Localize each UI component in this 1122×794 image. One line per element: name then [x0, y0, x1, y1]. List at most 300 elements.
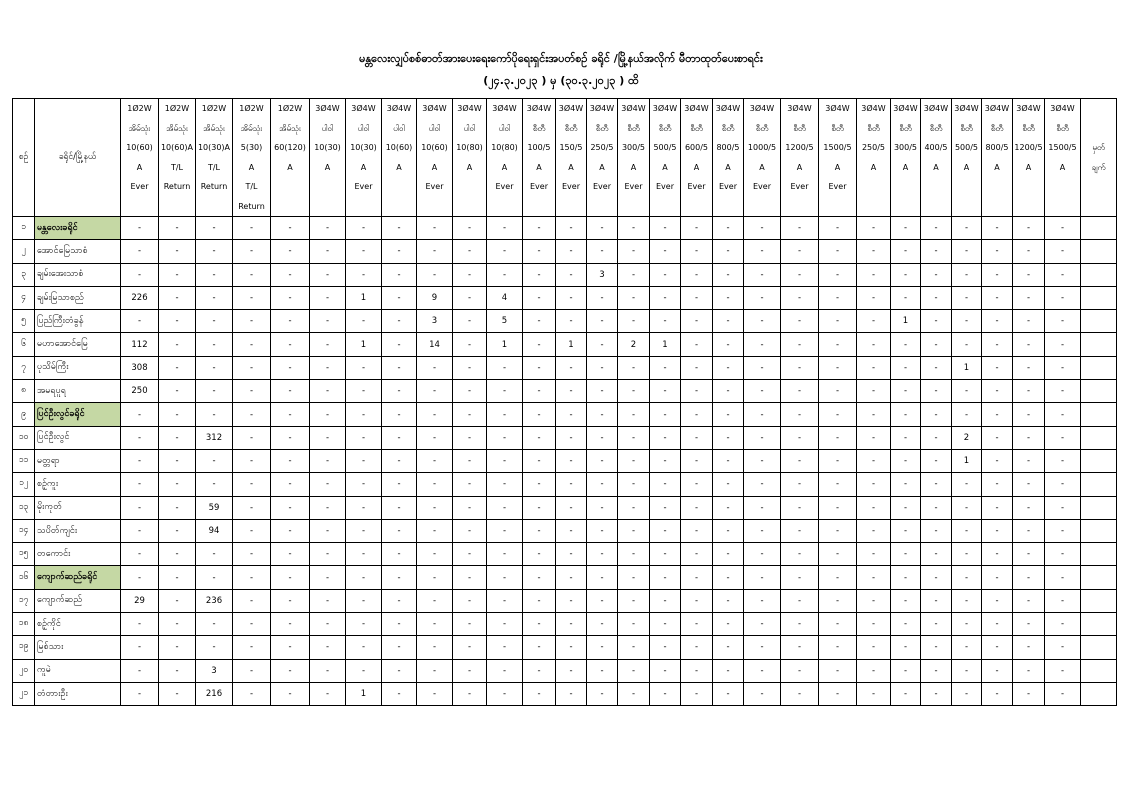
meter-count-cell: - — [650, 519, 681, 542]
meter-count-cell: - — [952, 217, 982, 240]
meter-count-cell: - — [1013, 333, 1045, 356]
meter-count-cell: - — [159, 496, 196, 519]
meter-count-cell: - — [744, 543, 781, 566]
meter-count-cell: - — [1013, 380, 1045, 403]
meter-count-cell: - — [121, 659, 159, 682]
header-line: 10(30) — [314, 143, 341, 152]
header-line: ပါဝါ — [357, 123, 370, 133]
row-number: ၇ — [13, 356, 35, 379]
header-line — [159, 197, 195, 217]
meter-count-cell: - — [417, 496, 453, 519]
meter-count-cell: - — [713, 380, 744, 403]
township-row — [13, 333, 1122, 356]
township-row — [13, 263, 1122, 286]
header-line — [382, 197, 416, 217]
meter-count-cell: - — [819, 263, 857, 286]
header-line — [982, 197, 1012, 217]
meter-count-cell: - — [159, 380, 196, 403]
header-line: စီတီ — [658, 123, 672, 133]
meter-count-cell: - — [587, 426, 618, 449]
meter-count-cell: - — [921, 426, 952, 449]
township-name: ကူမဲ — [35, 659, 121, 682]
header-line: 3Ø4W — [825, 104, 850, 113]
meter-count-cell: - — [681, 403, 713, 426]
meter-count-cell: - — [618, 310, 650, 333]
meter-count-cell: - — [857, 659, 891, 682]
meter-count-cell: - — [196, 636, 233, 659]
row-number: ၁၄ — [13, 519, 35, 542]
meter-count-cell: - — [982, 566, 1013, 589]
meter-count-cell: - — [310, 449, 346, 472]
header-line: A — [466, 162, 473, 172]
meter-count-cell: - — [1013, 473, 1045, 496]
meter-count-cell: - — [310, 682, 346, 705]
meter-count-cell: - — [650, 310, 681, 333]
meter-count-cell: - — [650, 566, 681, 589]
meter-count-cell: - — [556, 263, 587, 286]
header-line: Ever — [624, 182, 643, 191]
meter-count-cell: - — [952, 636, 982, 659]
meter-count-cell: - — [587, 636, 618, 659]
meter-count-cell: - — [713, 449, 744, 472]
meter-count-cell: - — [196, 566, 233, 589]
header-line: စီတီ — [1056, 123, 1069, 133]
meter-count-cell: - — [233, 263, 271, 286]
meter-count-cell: - — [650, 613, 681, 636]
header-line — [1045, 197, 1080, 217]
meter-count-cell: - — [121, 682, 159, 705]
header-line: စီတီ — [929, 123, 943, 133]
meter-count-cell: - — [713, 613, 744, 636]
meter-count-cell: - — [921, 473, 952, 496]
meter-count-cell: - — [1045, 217, 1081, 240]
meter-count-cell: - — [310, 286, 346, 309]
meter-count-cell: - — [713, 286, 744, 309]
meter-count-cell: - — [857, 310, 891, 333]
header-line: စီတီ — [690, 123, 703, 133]
meter-count-cell: - — [681, 240, 713, 263]
meter-count-cell: - — [1013, 286, 1045, 309]
meter-count-cell: - — [587, 449, 618, 472]
meter-count-cell: - — [650, 473, 681, 496]
meter-count-cell: - — [310, 496, 346, 519]
header-line: 10(80) — [456, 143, 483, 152]
meter-count-cell: - — [417, 263, 453, 286]
meter-count-cell: - — [1045, 310, 1081, 333]
meter-count-cell: - — [650, 682, 681, 705]
district-row — [13, 217, 1122, 240]
header-line: A — [933, 162, 939, 172]
meter-count-cell: - — [556, 426, 587, 449]
header-no: စဉ် — [13, 99, 35, 217]
meter-count-cell: - — [310, 566, 346, 589]
meter-count-cell: - — [523, 217, 556, 240]
meter-count-cell: - — [781, 496, 819, 519]
meter-count-cell: - — [891, 496, 921, 519]
meter-count-cell: - — [523, 589, 556, 612]
meter-count-cell: - — [891, 217, 921, 240]
meter-count-cell: - — [1013, 566, 1045, 589]
header-line: 3Ø4W — [749, 104, 775, 113]
meter-count-cell: - — [523, 473, 556, 496]
meter-count-cell: - — [556, 310, 587, 333]
header-line — [1045, 177, 1080, 197]
header-line: 3Ø4W — [526, 104, 552, 113]
meter-count-cell: - — [159, 449, 196, 472]
meter-count-cell: - — [556, 589, 587, 612]
meter-count-cell: - — [233, 496, 271, 519]
meter-count-cell: - — [556, 613, 587, 636]
header-line: Ever — [425, 182, 444, 191]
meter-count-cell: - — [713, 473, 744, 496]
meter-count-cell: - — [233, 286, 271, 309]
header-line — [982, 177, 1012, 197]
meter-count-cell: - — [523, 566, 556, 589]
meter-count-cell: - — [121, 543, 159, 566]
meter-count-cell: - — [982, 659, 1013, 682]
header-line: အိမ်သုံး — [166, 123, 188, 133]
row-number: ၁၉ — [13, 636, 35, 659]
meter-count-cell: - — [382, 217, 417, 240]
meter-count-cell: - — [310, 519, 346, 542]
meter-count-cell: - — [681, 356, 713, 379]
meter-count-cell: - — [1045, 519, 1081, 542]
header-line — [891, 177, 920, 197]
meter-count-cell: - — [921, 240, 952, 263]
header-line: 500/5 — [954, 143, 979, 152]
meter-count-cell: - — [857, 449, 891, 472]
meter-count-cell: - — [1013, 217, 1045, 240]
meter-count-cell: - — [382, 240, 417, 263]
township-name: ချမ်းအေးသာစံ — [35, 263, 121, 286]
meter-count-cell: - — [271, 263, 310, 286]
header-line: စီတီ — [960, 123, 973, 133]
meter-count-cell: - — [523, 263, 556, 286]
header-line: 3Ø4W — [492, 104, 517, 113]
header-line: A — [287, 162, 293, 172]
meter-count-cell: - — [233, 240, 271, 263]
meter-count-cell: - — [310, 240, 346, 263]
header-line: Ever — [790, 182, 809, 191]
meter-count-cell: - — [196, 543, 233, 566]
meter-count-cell: - — [618, 356, 650, 379]
meter-count-cell: - — [271, 286, 310, 309]
meter-count-cell: 1 — [346, 333, 382, 356]
meter-count-cell: - — [650, 449, 681, 472]
remark-cell — [1081, 566, 1117, 589]
meter-count-cell: - — [196, 356, 233, 379]
meter-count-cell: 1 — [487, 333, 523, 356]
row-number: ၁၆ — [13, 566, 35, 589]
meter-count-cell: - — [781, 613, 819, 636]
meter-count-cell: - — [921, 543, 952, 566]
meter-count-cell: - — [523, 403, 556, 426]
meter-count-cell: - — [952, 333, 982, 356]
meter-count-cell: - — [681, 589, 713, 612]
meter-count-cell: - — [819, 426, 857, 449]
header-line — [487, 197, 522, 217]
meter-count-cell: - — [271, 496, 310, 519]
header-meter-type — [121, 99, 159, 217]
meter-count-cell: - — [1045, 566, 1081, 589]
header-line — [271, 197, 309, 217]
meter-count-cell: - — [233, 473, 271, 496]
meter-count-cell: - — [713, 589, 744, 612]
meter-count-cell: - — [453, 426, 487, 449]
meter-count-cell: - — [781, 310, 819, 333]
meter-count-cell: - — [382, 426, 417, 449]
meter-count-cell: - — [233, 449, 271, 472]
header-line: 3Ø4W — [558, 104, 584, 113]
meter-count-cell: - — [857, 380, 891, 403]
meter-count-cell: - — [556, 636, 587, 659]
meter-count-cell: - — [819, 403, 857, 426]
header-line: A — [796, 162, 803, 172]
meter-count-cell: - — [587, 356, 618, 379]
header-meter-type — [196, 99, 233, 217]
header-line: Return — [238, 201, 265, 211]
meter-count-cell: - — [618, 519, 650, 542]
meter-count-cell: - — [346, 240, 382, 263]
header-line: ပါဝါ — [393, 123, 405, 133]
meter-count-cell: - — [952, 240, 982, 263]
meter-count-cell: - — [382, 589, 417, 612]
meter-count-cell: - — [744, 566, 781, 589]
meter-count-cell: - — [271, 356, 310, 379]
document-title: မန္တလေးလျှပ်စစ်ဓာတ်အားပေးရေးကော်ပိုရေးရှင်းအပတ်စဉ် ခရိုင် /မြို့နယ်အလိုက် မီတာထုတ်ပေးစာရင်း — [359, 52, 763, 65]
meter-count-cell: - — [487, 449, 523, 472]
meter-count-cell: - — [781, 263, 819, 286]
header-line: A — [536, 162, 542, 172]
remark-cell — [1081, 496, 1117, 519]
meter-count-cell: - — [417, 613, 453, 636]
meter-count-cell: 14 — [417, 333, 453, 356]
meter-count-cell: - — [487, 263, 523, 286]
header-line: 800/5 — [985, 143, 1009, 152]
meter-count-cell: - — [618, 589, 650, 612]
meter-count-cell: - — [271, 543, 310, 566]
row-number: ၁၃ — [13, 496, 35, 519]
township-row — [13, 310, 1122, 333]
row-number: ၁၇ — [13, 589, 35, 612]
header-line: 5(30) — [240, 143, 263, 152]
meter-count-cell: - — [618, 426, 650, 449]
header-line: A — [902, 162, 909, 172]
meter-count-cell: - — [159, 356, 196, 379]
remark-cell — [1081, 613, 1117, 636]
header-row — [13, 99, 1122, 217]
meter-count-cell: - — [857, 217, 891, 240]
meter-count-cell: - — [121, 426, 159, 449]
meter-count-cell: - — [121, 240, 159, 263]
meter-count-cell: - — [487, 426, 523, 449]
header-line: 3Ø4W — [787, 104, 812, 113]
meter-count-cell: - — [346, 519, 382, 542]
meter-count-cell: - — [453, 519, 487, 542]
meter-count-cell: - — [744, 613, 781, 636]
meter-count-cell: - — [346, 263, 382, 286]
header-line: Ever — [130, 182, 149, 191]
header-meter-type — [523, 99, 556, 217]
meter-count-cell: - — [650, 217, 681, 240]
meter-count-cell: - — [346, 589, 382, 612]
remark-cell — [1081, 589, 1117, 612]
meter-count-cell: - — [587, 403, 618, 426]
header-line: 3Ø4W — [315, 104, 340, 113]
meter-count-cell: - — [487, 543, 523, 566]
meter-count-cell: - — [744, 333, 781, 356]
meter-count-cell: - — [310, 403, 346, 426]
row-number: ၈ — [13, 380, 35, 403]
header-line — [453, 177, 486, 197]
meter-count-cell: - — [891, 519, 921, 542]
meter-count-cell: - — [121, 496, 159, 519]
meter-count-cell: - — [857, 543, 891, 566]
header-line: 3Ø4W — [457, 104, 482, 113]
meter-count-cell: - — [1045, 356, 1081, 379]
row-number: ၁၅ — [13, 543, 35, 566]
meter-count-cell: - — [921, 333, 952, 356]
meter-count-cell: - — [556, 543, 587, 566]
township-name: မတ္တရာ — [35, 449, 121, 472]
meter-count-cell: - — [1013, 636, 1045, 659]
meter-count-cell: - — [271, 682, 310, 705]
header-meter-type — [271, 99, 310, 217]
header-line — [819, 197, 856, 217]
meter-count-cell: - — [681, 613, 713, 636]
meter-count-cell: - — [781, 566, 819, 589]
meter-count-cell: - — [453, 473, 487, 496]
meter-count-cell: - — [453, 543, 487, 566]
meter-count-cell: - — [952, 403, 982, 426]
meter-count-cell: - — [921, 659, 952, 682]
header-line: 60(120) — [274, 143, 306, 152]
township-row — [13, 473, 1122, 496]
meter-count-cell: - — [781, 426, 819, 449]
meter-count-cell: - — [819, 682, 857, 705]
remark-cell — [1081, 543, 1117, 566]
meter-count-cell: - — [681, 263, 713, 286]
meter-count-cell: - — [650, 636, 681, 659]
meter-count-cell: - — [982, 682, 1013, 705]
document-date-range: (၂၄.၃.၂၀၂၃ ) မှ (၃၀.၃.၂၀၂၃ ) ထိ — [483, 74, 639, 87]
meter-count-cell: - — [1013, 356, 1045, 379]
township-name: မဟာအောင်မြေ — [35, 333, 121, 356]
header-line: A — [1059, 162, 1066, 172]
meter-count-cell: - — [310, 543, 346, 566]
meter-count-cell: - — [681, 449, 713, 472]
header-meter-type — [382, 99, 417, 217]
header-line — [382, 177, 416, 197]
meter-count-cell: - — [523, 519, 556, 542]
meter-count-cell: 2 — [618, 333, 650, 356]
meter-count-cell: - — [233, 566, 271, 589]
meter-count-cell: - — [618, 496, 650, 519]
meter-count-cell: - — [744, 403, 781, 426]
meter-count-cell: - — [921, 286, 952, 309]
meter-count-cell: - — [891, 589, 921, 612]
meter-count-cell: - — [346, 496, 382, 519]
meter-count-cell: - — [781, 473, 819, 496]
header-line — [271, 177, 309, 197]
meter-count-cell: - — [819, 613, 857, 636]
meter-count-cell: - — [159, 263, 196, 286]
row-number: ၁၀ — [13, 426, 35, 449]
header-line — [121, 197, 158, 217]
meter-count-cell: - — [1045, 403, 1081, 426]
meter-count-cell: - — [233, 310, 271, 333]
meter-count-cell: - — [1013, 240, 1045, 263]
meter-count-cell: - — [952, 519, 982, 542]
meter-count-cell: 312 — [196, 426, 233, 449]
header-line: 3Ø4W — [1050, 104, 1075, 113]
meter-count-cell: - — [952, 263, 982, 286]
header-line: အိမ်သုံး — [203, 123, 225, 133]
meter-count-cell: - — [346, 356, 382, 379]
meter-count-cell: - — [921, 682, 952, 705]
township-name: သပိတ်ကျင်း — [35, 519, 121, 542]
meter-count-cell: - — [781, 636, 819, 659]
meter-count-cell: - — [713, 496, 744, 519]
meter-count-cell: - — [382, 286, 417, 309]
township-row — [13, 519, 1122, 542]
meter-count-cell: - — [453, 636, 487, 659]
header-line: စီတီ — [793, 123, 806, 133]
header-line: 600/5 — [684, 143, 709, 152]
remark-cell — [1081, 473, 1117, 496]
meter-count-cell: - — [952, 659, 982, 682]
meter-count-cell: - — [159, 566, 196, 589]
header-meter-type — [713, 99, 744, 217]
header-line: Ever — [753, 182, 771, 191]
township-name: ပြည်ကြီးတံခွန် — [35, 310, 121, 333]
meter-count-cell: - — [1013, 682, 1045, 705]
header-line — [713, 197, 743, 217]
meter-count-cell: - — [587, 659, 618, 682]
meter-count-cell: - — [1045, 682, 1081, 705]
header-line: A — [501, 162, 508, 172]
header-line: A — [599, 162, 605, 172]
meter-count-cell: 1 — [952, 356, 982, 379]
meter-count-cell: - — [453, 380, 487, 403]
meter-count-cell: - — [857, 613, 891, 636]
meter-count-cell: - — [382, 496, 417, 519]
header-line — [1013, 177, 1044, 197]
header-line: ပါဝါ — [321, 123, 334, 133]
meter-count-cell: - — [523, 426, 556, 449]
meter-count-cell: - — [857, 473, 891, 496]
meter-count-cell: - — [952, 589, 982, 612]
meter-count-cell: - — [587, 240, 618, 263]
township-row — [13, 589, 1122, 612]
meter-count-cell: - — [618, 263, 650, 286]
meter-count-cell: 1 — [952, 449, 982, 472]
row-number: ၉ — [13, 403, 35, 426]
meter-count-cell: - — [417, 636, 453, 659]
meter-count-cell: - — [891, 613, 921, 636]
meter-count-cell: - — [159, 659, 196, 682]
meter-count-cell: 2 — [952, 426, 982, 449]
meter-count-cell: - — [523, 659, 556, 682]
meter-count-cell: - — [781, 543, 819, 566]
meter-count-cell: - — [857, 426, 891, 449]
meter-count-cell: - — [417, 356, 453, 379]
header-line: 3Ø4W — [861, 104, 886, 113]
meter-count-cell: - — [857, 356, 891, 379]
header-line — [618, 197, 649, 217]
header-line — [523, 197, 555, 217]
meter-count-cell: - — [453, 263, 487, 286]
